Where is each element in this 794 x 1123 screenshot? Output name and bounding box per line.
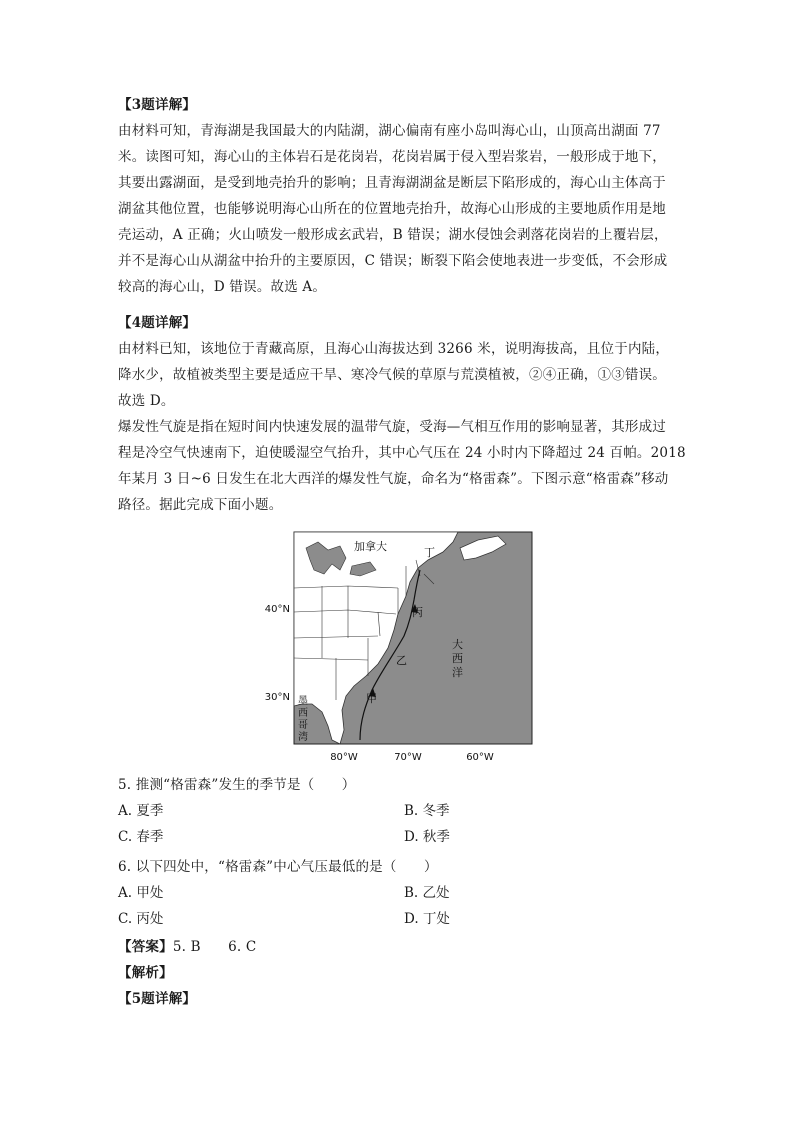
gulf-label-3: 哥 <box>298 720 308 731</box>
intro-line: 路径。据此完成下面小题。 <box>118 497 283 513</box>
q6-option-c: C. 丙处 <box>118 911 164 927</box>
q3-line: 壳运动，A 正确；火山喷发一般形成玄武岩，B 错误；湖水侵蚀会剥落花岗岩的上覆岩层， <box>118 227 668 243</box>
cyclone-intro <box>118 414 686 518</box>
lon-70-label: 70°W <box>394 752 422 763</box>
lat-40-label: 40°N <box>264 604 290 615</box>
point-yi-label: 乙 <box>396 654 407 667</box>
q3-line: 并不是海心山从湖盆中抬升的主要原因，C 错误；断裂下陷会使地表进一步变低，不会形成 <box>118 253 668 269</box>
q6-stem-text: 6. 以下四处中，“格雷森”中心气压最低的是（ ） <box>118 859 438 875</box>
cyclone-path-map <box>248 530 548 770</box>
q5-option-a: A. 夏季 <box>118 803 164 819</box>
intro-line: 程是冷空气快速南下，迫使暖湿空气抬升，其中心气压在 24 小时内下降超过 24 百帕。2018 <box>118 445 686 461</box>
intro-line: 年某月 3 日~6 日发生在北大西洋的爆发性气旋，命名为“格雷森”。下图示意“格雷森”移动 <box>118 471 669 487</box>
q4-heading: 【4题详解】 <box>118 315 197 331</box>
q3-heading: 【3题详解】 <box>118 97 197 113</box>
answer-line <box>118 934 678 960</box>
answer-value: 5. B 6. C <box>172 939 257 955</box>
q3-line: 较高的海心山，D 错误。故选 A。 <box>118 279 327 295</box>
point-ding-label: 丁 <box>424 546 435 559</box>
lon-80-label: 80°W <box>330 752 358 763</box>
gulf-label-1: 墨 <box>298 696 308 707</box>
ocean-label-1: 大 <box>452 638 463 651</box>
q5-stem-text: 5. 推测“格雷森”发生的季节是（ ） <box>118 777 356 793</box>
q3-explanation <box>118 92 678 300</box>
canada-label: 加拿大 <box>354 540 387 553</box>
q4-line: 由材料已知，该地位于青藏高原，且海心山海拔达到 3266 米，说明海拔高，且位于内陆， <box>118 341 670 357</box>
q6-stem <box>118 854 678 880</box>
q4-line: 故选 D。 <box>118 393 175 409</box>
q4-explanation <box>118 310 678 414</box>
q5-stem <box>118 772 678 798</box>
q5-option-d: D. 秋季 <box>404 829 450 845</box>
point-jia-label: 甲 <box>366 692 377 705</box>
analysis-heading: 【解析】 <box>118 965 173 981</box>
q6-option-a: A. 甲处 <box>118 885 164 901</box>
q3-line: 米。读图可知，海心山的主体岩石是花岗岩，花岗岩属于侵入型岩浆岩，一般形成于地下， <box>118 149 666 165</box>
q3-line: 由材料可知，青海湖是我国最大的内陆湖，湖心偏南有座小岛叫海心山，山顶高出湖面 77 <box>118 123 661 139</box>
gulf-label-2: 西 <box>298 708 308 719</box>
lat-30-label: 30°N <box>264 692 290 703</box>
q6-option-d: D. 丁处 <box>404 911 450 927</box>
gulf-label-4: 湾 <box>298 732 308 743</box>
ocean-label-2: 西 <box>452 652 463 665</box>
q5-option-c: C. 春季 <box>118 829 164 845</box>
answer-block <box>118 934 678 1012</box>
lon-60-label: 60°W <box>466 752 494 763</box>
point-bing-label: 丙 <box>412 606 423 619</box>
ocean-label-3: 洋 <box>452 666 463 679</box>
intro-line: 爆发性气旋是指在短时间内快速发展的温带气旋，受海—气相互作用的影响显著，其形成过 <box>118 419 666 435</box>
q6-option-b: B. 乙处 <box>404 885 450 901</box>
q3-line: 其要出露湖面，是受到地壳抬升的影响；且青海湖湖盆是断层下陷形成的，海心山主体高于 <box>118 175 666 191</box>
q5-option-b: B. 冬季 <box>404 803 450 819</box>
q5-detail-heading: 【5题详解】 <box>118 991 197 1007</box>
q3-line: 湖盆其他位置，也能够说明海心山所在的位置地壳抬升，故海心山形成的主要地质作用是地 <box>118 201 666 217</box>
answer-label: 【答案】 <box>118 939 173 955</box>
q4-line: 降水少，故植被类型主要是适应干旱、寒冷气候的草原与荒漠植被，②④正确，①③错误。 <box>118 367 666 383</box>
